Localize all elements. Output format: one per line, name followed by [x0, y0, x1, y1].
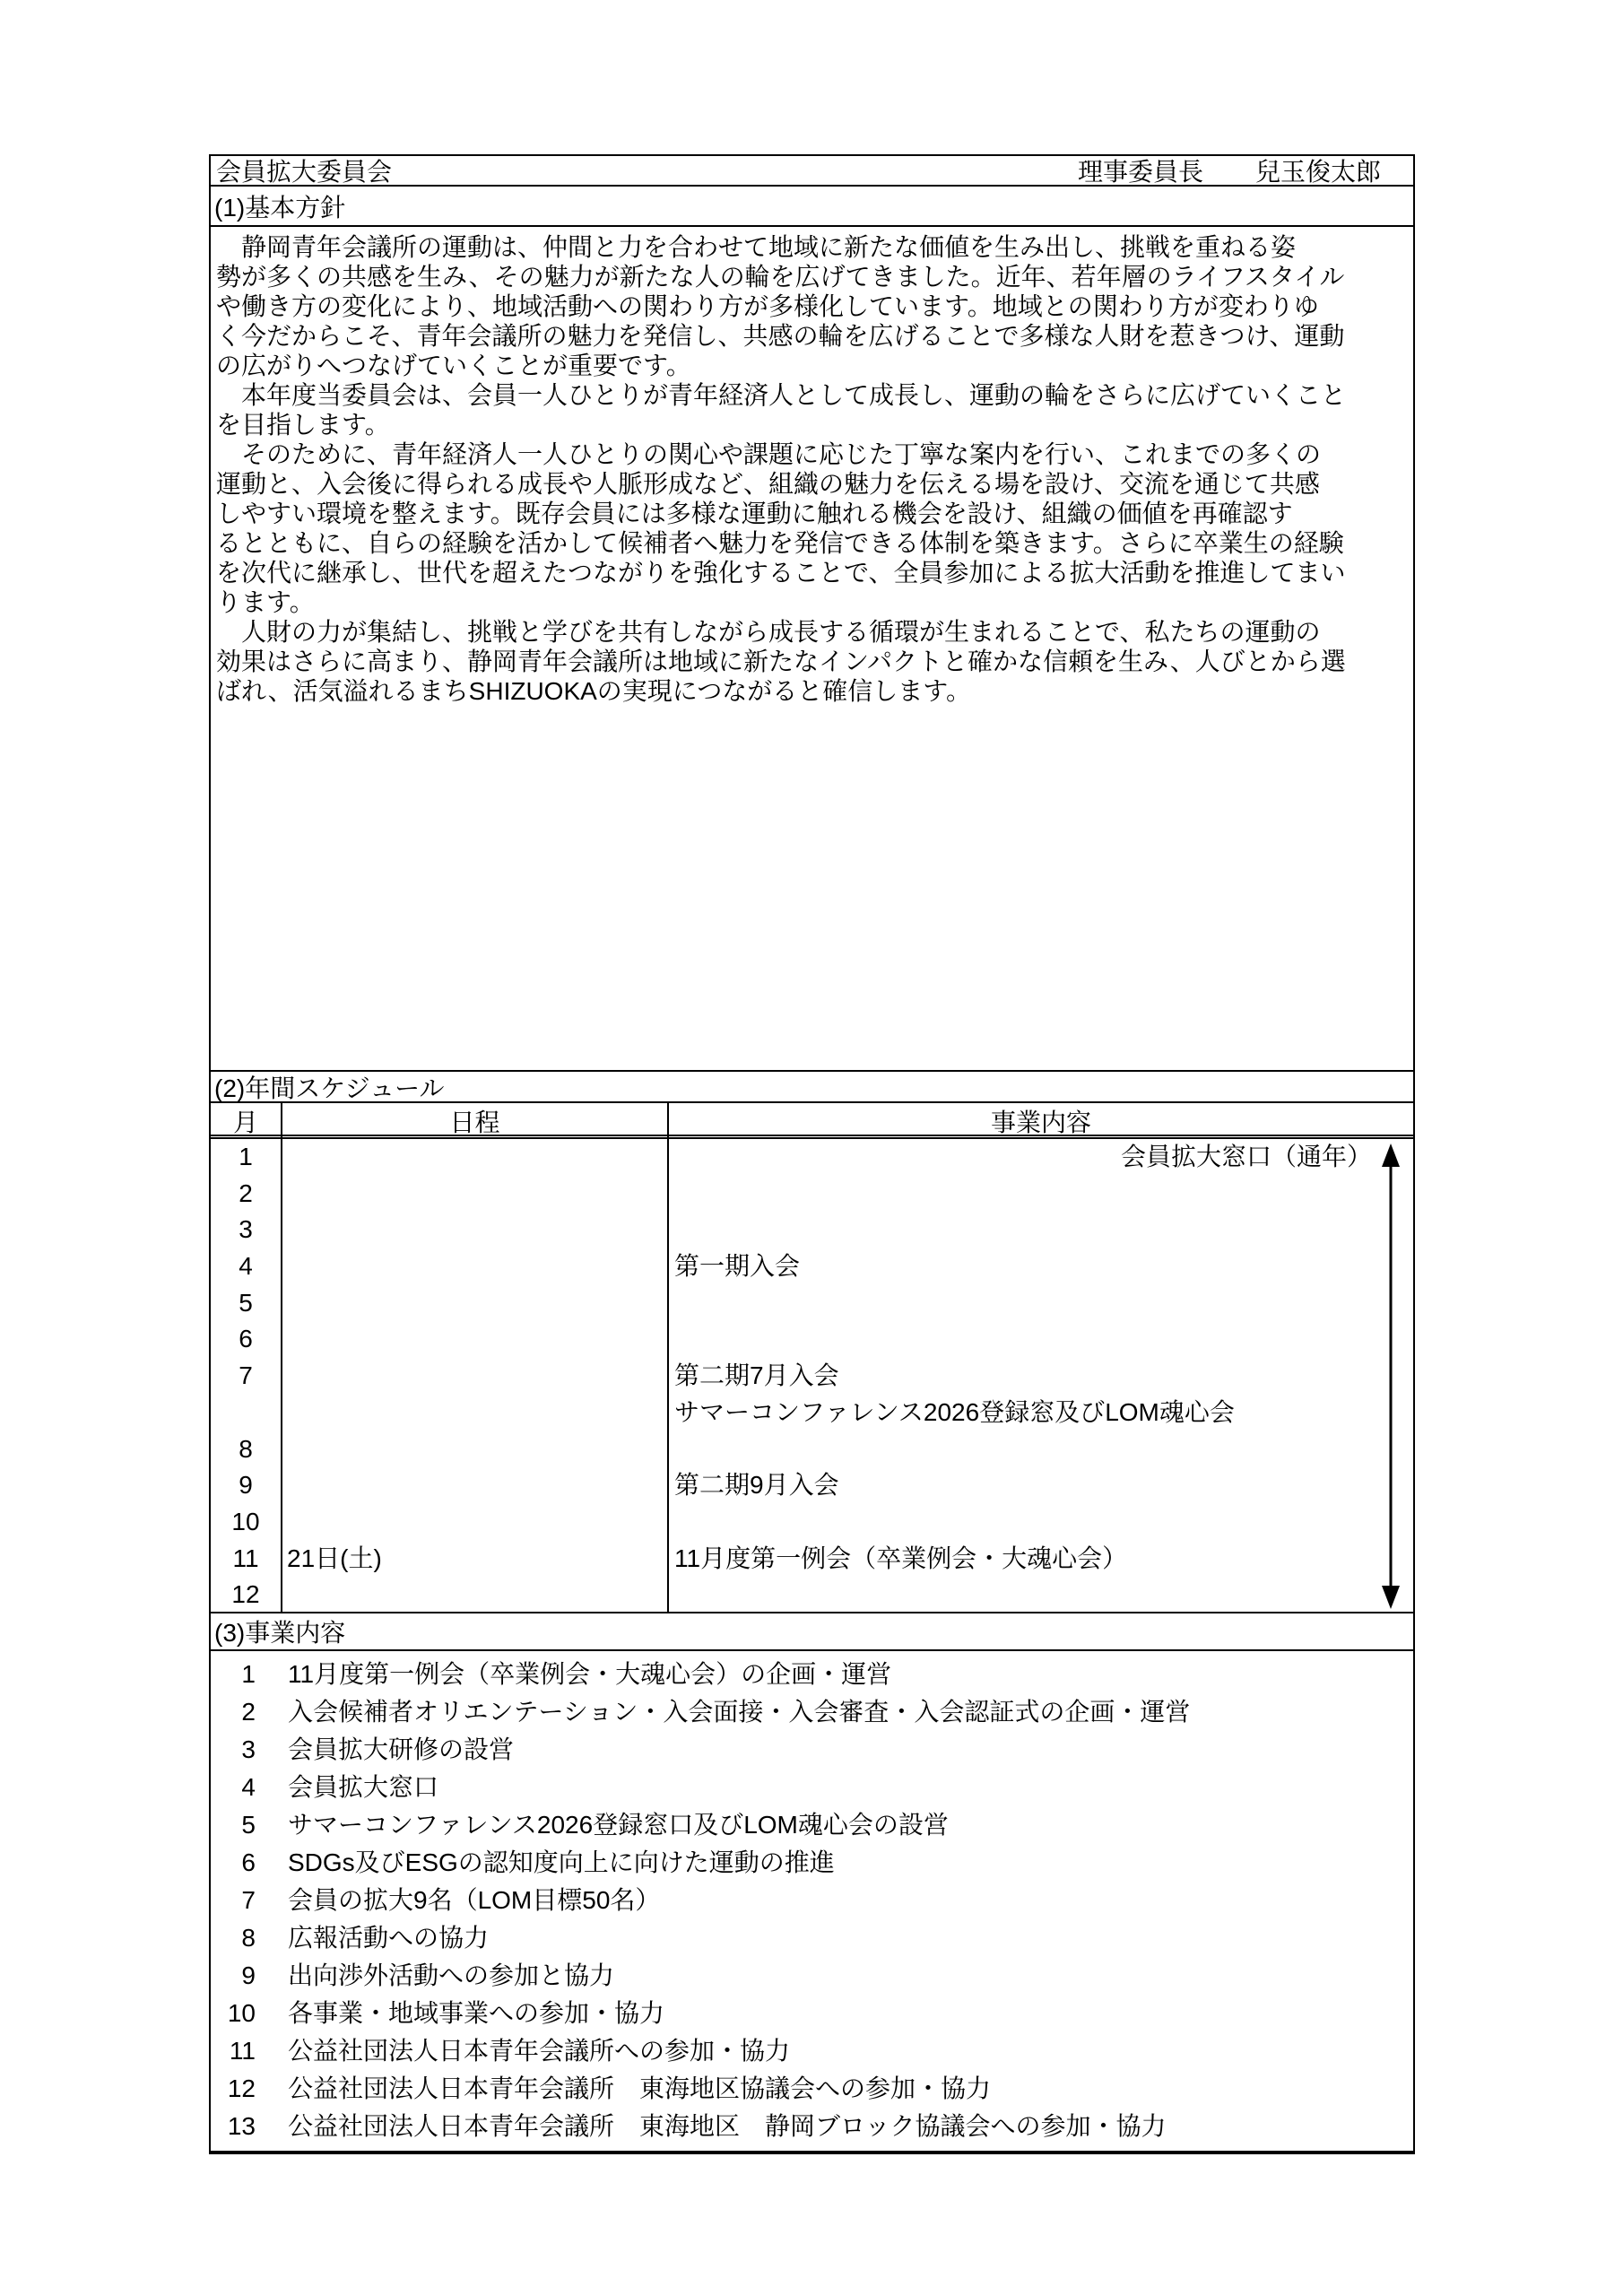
schedule-month-cell [211, 1395, 281, 1431]
item-text: 入会候補者オリエンテーション・入会面接・入会審査・入会認証式の企画・運営 [288, 1698, 1191, 1726]
schedule-date-column [282, 1139, 669, 1612]
schedule-month-cell: 1 [239, 1143, 253, 1170]
chair-name: 兒玉俊太郎 [1254, 158, 1381, 186]
item-row [211, 1957, 1413, 1995]
schedule-col-month: 月 [211, 1103, 282, 1139]
policy-line: 効果はさらに高まり、静岡青年会議所は地域に新たなインパクトと確かな信頼を生み、人びとから選 [216, 648, 1346, 675]
schedule-header-row [211, 1103, 1413, 1139]
item-text: 公益社団法人日本青年会議所 東海地区協議会への参加・協力 [288, 2074, 992, 2102]
section-business-content-heading: (3)事業内容 [211, 1613, 1413, 1651]
chair-block [1078, 152, 1413, 188]
item-row [211, 1656, 1413, 1693]
schedule-date-cell: 21日(土) [287, 1544, 382, 1572]
item-number: 13 [227, 2112, 256, 2140]
schedule-date-cell [282, 1467, 667, 1504]
policy-line: しやすい環境を整えます。既存会員には多様な運動に触れる機会を設け、組織の価値を再確認す [216, 500, 1293, 527]
schedule-content-cell: 第一期入会 [674, 1252, 801, 1281]
basic-policy-text [211, 227, 1413, 1072]
header-row [211, 156, 1413, 187]
item-text: 公益社団法人日本青年会議所 東海地区 静岡ブロック協議会への参加・協力 [288, 2112, 1167, 2140]
item-text: 会員拡大窓口 [288, 1773, 439, 1801]
section-annual-schedule-heading: (2)年間スケジュール [211, 1072, 1413, 1103]
schedule-month-column [211, 1139, 282, 1612]
schedule-date-cell [282, 1358, 667, 1395]
item-text: 広報活動への協力 [288, 1924, 490, 1952]
policy-line: 人財の力が集結し、挑戦と学びを共有しながら成長する循環が生まれることで、私たちの運動の [216, 618, 1321, 646]
item-row [211, 2070, 1413, 2108]
schedule-content-cell: 第二期9月入会 [674, 1471, 839, 1500]
item-row [211, 1995, 1413, 2032]
schedule-content-cell: サマーコンファレンス2026登録窓及びLOM魂心会 [674, 1397, 1235, 1426]
item-number: 12 [227, 2074, 256, 2102]
item-number: 6 [241, 1848, 256, 1876]
item-text: 会員の拡大9名（LOM目標50名） [288, 1886, 661, 1914]
policy-line: そのために、青年経済人一人ひとりの関心や課題に応じた丁寧な案内を行い、これまでの多くの [216, 440, 1322, 468]
item-row [211, 1769, 1413, 1806]
item-row [211, 1731, 1413, 1769]
schedule-date-cell [282, 1395, 667, 1431]
schedule-date-cell [282, 1212, 667, 1248]
item-number: 7 [241, 1886, 256, 1914]
item-row [211, 2032, 1413, 2070]
schedule-month-cell: 8 [239, 1434, 253, 1463]
schedule-date-cell [282, 1139, 667, 1176]
schedule-content-cell [669, 1285, 1413, 1322]
schedule-month-cell: 10 [231, 1507, 260, 1535]
schedule-month-cell: 2 [239, 1178, 253, 1207]
schedule-col-date: 日程 [282, 1103, 669, 1139]
schedule-month-cell: 12 [231, 1580, 260, 1609]
policy-line: や働き方の変化により、地域活動への関わり方が多様化しています。地域との関わり方が変わりゆ [216, 292, 1319, 320]
schedule-date-cell [282, 1577, 667, 1612]
policy-line: 勢が多くの共感を生み、その魅力が新たな人の輪を広げてきました。近年、若年層のライフスタイル [216, 263, 1345, 291]
item-text: サマーコンファレンス2026登録窓口及びLOM魂心会の設営 [288, 1811, 949, 1839]
committee-plan-sheet [209, 154, 1415, 2154]
item-number: 11 [229, 2037, 256, 2065]
schedule-content-cell: 第二期7月入会 [674, 1361, 839, 1390]
item-row [211, 1844, 1413, 1882]
schedule-content-cell [669, 1504, 1413, 1541]
schedule-month-cell: 4 [239, 1252, 253, 1281]
schedule-month-cell: 3 [239, 1215, 253, 1244]
schedule-date-cell [282, 1176, 667, 1213]
item-number: 9 [241, 1961, 256, 1989]
item-number: 3 [241, 1735, 256, 1763]
policy-line: を目指します。 [216, 411, 390, 439]
item-row [211, 1693, 1413, 1731]
policy-line: ります。 [216, 588, 315, 616]
policy-line: ばれ、活気溢れるまちSHIZUOKAの実現につながると確信します。 [216, 677, 972, 705]
schedule-date-cell [282, 1248, 667, 1285]
item-text: 会員拡大研修の設営 [288, 1735, 515, 1763]
schedule-date-cell [282, 1431, 667, 1468]
item-number: 1 [241, 1660, 256, 1688]
item-text: 出向渉外活動への参加と協力 [288, 1961, 615, 1989]
business-items-list [211, 1651, 1413, 2151]
schedule-col-content: 事業内容 [990, 1109, 1091, 1136]
item-row [211, 1919, 1413, 1957]
schedule-month-cell: 5 [239, 1288, 253, 1317]
item-number: 5 [241, 1811, 256, 1839]
schedule-content-column [669, 1139, 1413, 1612]
item-text: 公益社団法人日本青年会議所への参加・協力 [288, 2037, 791, 2065]
policy-line: を次代に継承し、世代を超えたつながりを強化することで、全員参加による拡大活動を推進してまい [216, 559, 1346, 587]
schedule-content-cell [669, 1212, 1413, 1248]
schedule-month-cell: 11 [232, 1544, 259, 1572]
item-number: 4 [241, 1773, 256, 1801]
section-basic-policy-heading: (1)基本方針 [211, 187, 1413, 227]
schedule-date-cell [282, 1504, 667, 1541]
item-row [211, 1806, 1413, 1844]
schedule-month-cell: 6 [239, 1325, 253, 1353]
schedule-date-cell [282, 1285, 667, 1322]
year-round-span-arrow-icon [1379, 1144, 1402, 1609]
schedule-month-cell: 7 [239, 1361, 253, 1390]
item-number: 2 [241, 1698, 256, 1726]
policy-line: 本年度当委員会は、会員一人ひとりが青年経済人として成長し、運動の輪をさらに広げていくこと [216, 381, 1347, 409]
chair-title: 理事委員長 [1077, 158, 1203, 186]
committee-name: 会員拡大委員会 [216, 158, 393, 186]
item-text: 各事業・地域事業への参加・協力 [288, 1999, 665, 2027]
policy-line: の広がりへつなげていくことが重要です。 [216, 352, 691, 379]
item-row [211, 1882, 1413, 1919]
schedule-content-cell [669, 1431, 1413, 1468]
item-text: 11月度第一例会（卒業例会・大魂心会）の企画・運営 [288, 1660, 892, 1688]
schedule-content-cell: 11月度第一例会（卒業例会・大魂心会） [674, 1544, 1128, 1572]
schedule-body [211, 1139, 1413, 1613]
policy-line: 静岡青年会議所の運動は、仲間と力を合わせて地域に新たな価値を生み出し、挑戦を重ねる姿 [216, 233, 1297, 261]
item-number: 10 [227, 1999, 256, 2027]
item-number: 8 [241, 1924, 256, 1952]
item-row [211, 2108, 1413, 2145]
schedule-month-cell: 9 [239, 1471, 253, 1500]
item-text: SDGs及びESGの認知度向上に向けた運動の推進 [288, 1848, 835, 1876]
schedule-date-cell [282, 1321, 667, 1358]
schedule-content-cell: 会員拡大窓口（通年） [1120, 1143, 1372, 1170]
schedule-content-cell [669, 1176, 1413, 1213]
policy-line: く今だからこそ、青年会議所の魅力を発信し、共感の輪を広げることで多様な人財を惹きつけ、運動 [216, 322, 1345, 350]
schedule-content-cell [669, 1321, 1413, 1358]
policy-line: るとともに、自らの経験を活かして候補者へ魅力を発信できる体制を築きます。さらに卒業生の経験 [216, 529, 1344, 557]
policy-line: 運動と、入会後に得られる成長や人脈形成など、組織の魅力を伝える場を設け、交流を通じて共感 [216, 470, 1320, 498]
schedule-content-cell [669, 1577, 1413, 1612]
